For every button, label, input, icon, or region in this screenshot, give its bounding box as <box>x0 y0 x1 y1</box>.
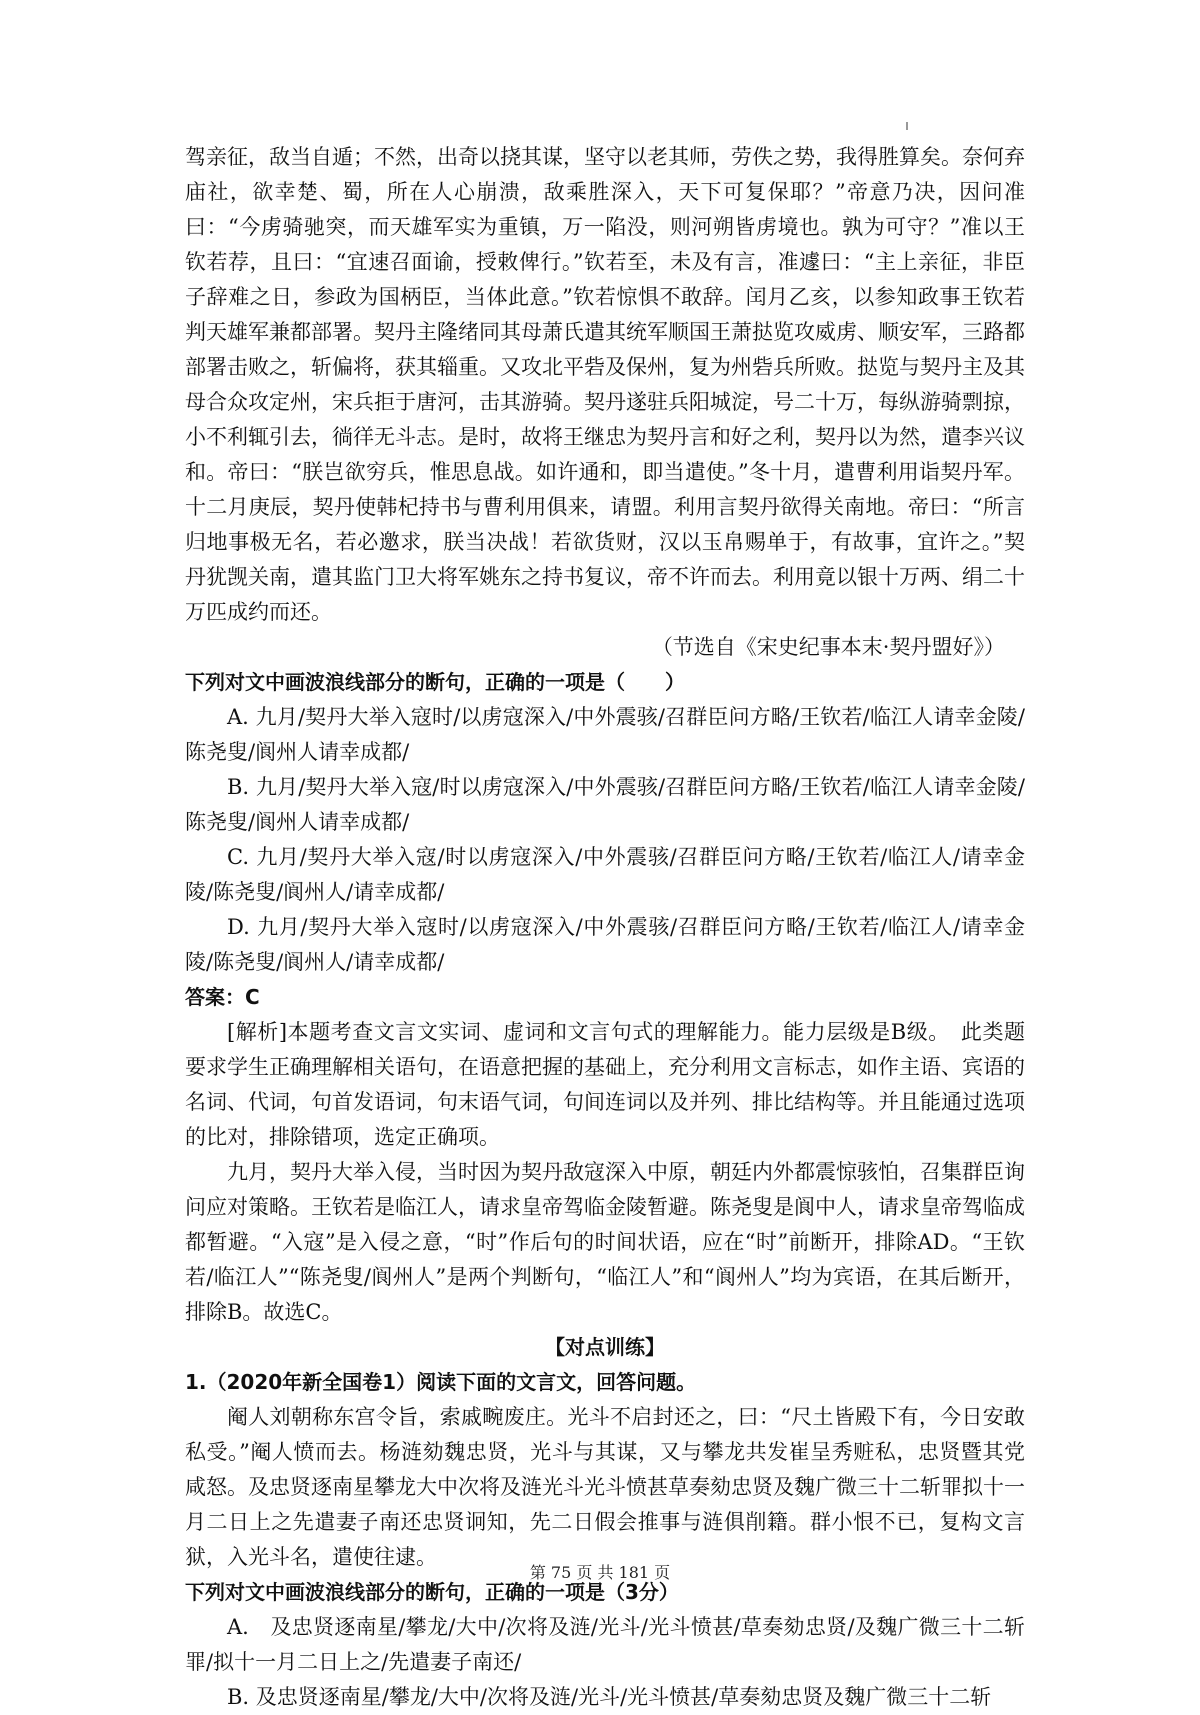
option-a: A. 及忠贤逐南星/攀龙/大中/次将及涟/光斗/光斗愤甚/草奏劾忠贤/及魏广微三十二斩罪/拟十一月二日上之/先遣妻子南还/ <box>185 1615 1025 1674</box>
option-d: D. 九月/契丹大举入寇时/以虏寇深入/中外震骇/召群臣问方略/王钦若/临江人/请幸金陵/陈尧叟/阆州人/请幸成都/ <box>185 915 1025 974</box>
passage-body: 驾亲征，敌当自遁；不然，出奇以挠其谋，坚守以老其师，劳佚之势，我得胜算矣。奈何弃庙社，欲幸楚、蜀，所在人心崩溃，敌乘胜深入，天下可复保耶？”帝意乃决，因问准曰：“今虏骑驰突，而天雄军实为重镇，万一陷没，则河朔皆虏境也。孰为可守？”准以王钦若荐，且曰：“宜速召面谕，授敕俾行。”钦若至，未及有言，准遽曰：“主上亲征，非臣子辞难之日，参政为国柄臣，当体此意。”钦若惊惧不敢辞。闰月乙亥，以参知政事王钦若判天雄军兼都部署。契丹主隆绪同其母萧氏遣其统军顺国王萧挞览攻威虏、顺安军，三路都部署击败之，斩偏将，获其辎重。又攻北平砦及保州，复为州砦兵所败。挞览与契丹主及其母合众攻定州，宋兵拒于唐河，击其游骑。契丹遂驻兵阳城淀，号二十万，每纵游骑剽掠，小不利辄引去，徜徉无斗志。是时，故将王继忠为契丹言和好之利，契丹以为然，遣李兴议和。帝曰：“朕岂欲穷兵，惟思息战。如许通和，即当遣使。”冬十月，遣曹利用诣契丹军。十二月庚辰，契丹使韩杞持书与曹利用俱来，请盟。利用言契丹欲得关南地。帝曰：“所言归地事极无名，若必邀求，朕当决战！若欲货财，汉以玉帛赐单于，有故事，宜许之。”契丹犹觊关南，遣其监门卫大将军姚东之持书复议，帝不许而去。利用竟以银十万两、绢二十万匹成约而还。 <box>185 145 1025 624</box>
page-mark <box>906 122 908 130</box>
question-2-title: 1.（2020年新全国卷1）阅读下面的文言文，回答问题。 <box>185 1370 697 1394</box>
question-1: 下列对文中画波浪线部分的断句，正确的一项是（ ） <box>185 670 685 694</box>
question-2: 下列对文中画波浪线部分的断句，正确的一项是（3分） <box>185 1580 679 1604</box>
section-heading: 【对点训练】 <box>545 1335 665 1359</box>
page-content <box>185 140 1025 1715</box>
option-c: C. 九月/契丹大举入寇/时以虏寇深入/中外震骇/召群臣问方略/王钦若/临江人/请幸金陵/陈尧叟/阆州人/请幸成都/ <box>185 845 1025 904</box>
option-b: B. 九月/契丹大举入寇/时以虏寇深入/中外震骇/召群臣问方略/王钦若/临江人请幸金陵/陈尧叟/阆州人请幸成都/ <box>185 775 1025 834</box>
analysis-paragraph: [解析]本题考查文言文实词、虚词和文言句式的理解能力。能力层级是B级。 此类题要求学生正确理解相关语句，在语意把握的基础上，充分利用文言标志，如作主语、宾语的名词、代词，句首发语词，句末语气词，句间连词以及并列、排比结构等。并且能通过选项的比对，排除错项，选定正确项。 <box>185 1020 1025 1149</box>
page-footer: 第 75 页 共 181 页 <box>529 1563 671 1582</box>
option-b: B. 及忠贤逐南星/攀龙/大中/次将及涟/光斗/光斗愤甚/草奏劾忠贤及魏广微三十二斩 <box>227 1685 992 1709</box>
passage-source: （节选自《宋史纪事本末·契丹盟好》） <box>651 635 1005 659</box>
option-a: A. 九月/契丹大举入寇时/以虏寇深入/中外震骇/召群臣问方略/王钦若/临江人请幸金陵/陈尧叟/阆州人请幸成都/ <box>185 705 1025 764</box>
analysis-paragraph: 九月，契丹大举入侵，当时因为契丹敌寇深入中原，朝廷内外都震惊骇怕，召集群臣询问应对策略。王钦若是临江人，请求皇帝驾临金陵暂避。陈尧叟是阆中人，请求皇帝驾临成都暂避。“入寇”是入侵之意，“时”作后句的时间状语，应在“时”前断开，排除AD。“王钦若/临江人”“陈尧叟/阆州人”是两个判断句，“临江人”和“阆州人”均为宾语，在其后断开，排除B。故选C。 <box>185 1160 1025 1324</box>
answer: 答案：C <box>185 985 260 1009</box>
question-2-passage: 阉人刘朝称东宫令旨，索戚畹废庄。光斗不启封还之，曰：“尺土皆殿下有，今日安敢私受。”阉人愤而去。杨涟劾魏忠贤，光斗与其谋，又与攀龙共发崔呈秀赃私，忠贤暨其党咸怒。及忠贤逐南星攀龙大中次将及涟光斗光斗愤甚草奏劾忠贤及魏广微三十二斩罪拟十一月二日上之先遣妻子南还忠贤诇知，先二日假会推事与涟俱削籍。群小恨不已，复构文言狱，入光斗名，遣使往逮。 <box>185 1405 1025 1569</box>
